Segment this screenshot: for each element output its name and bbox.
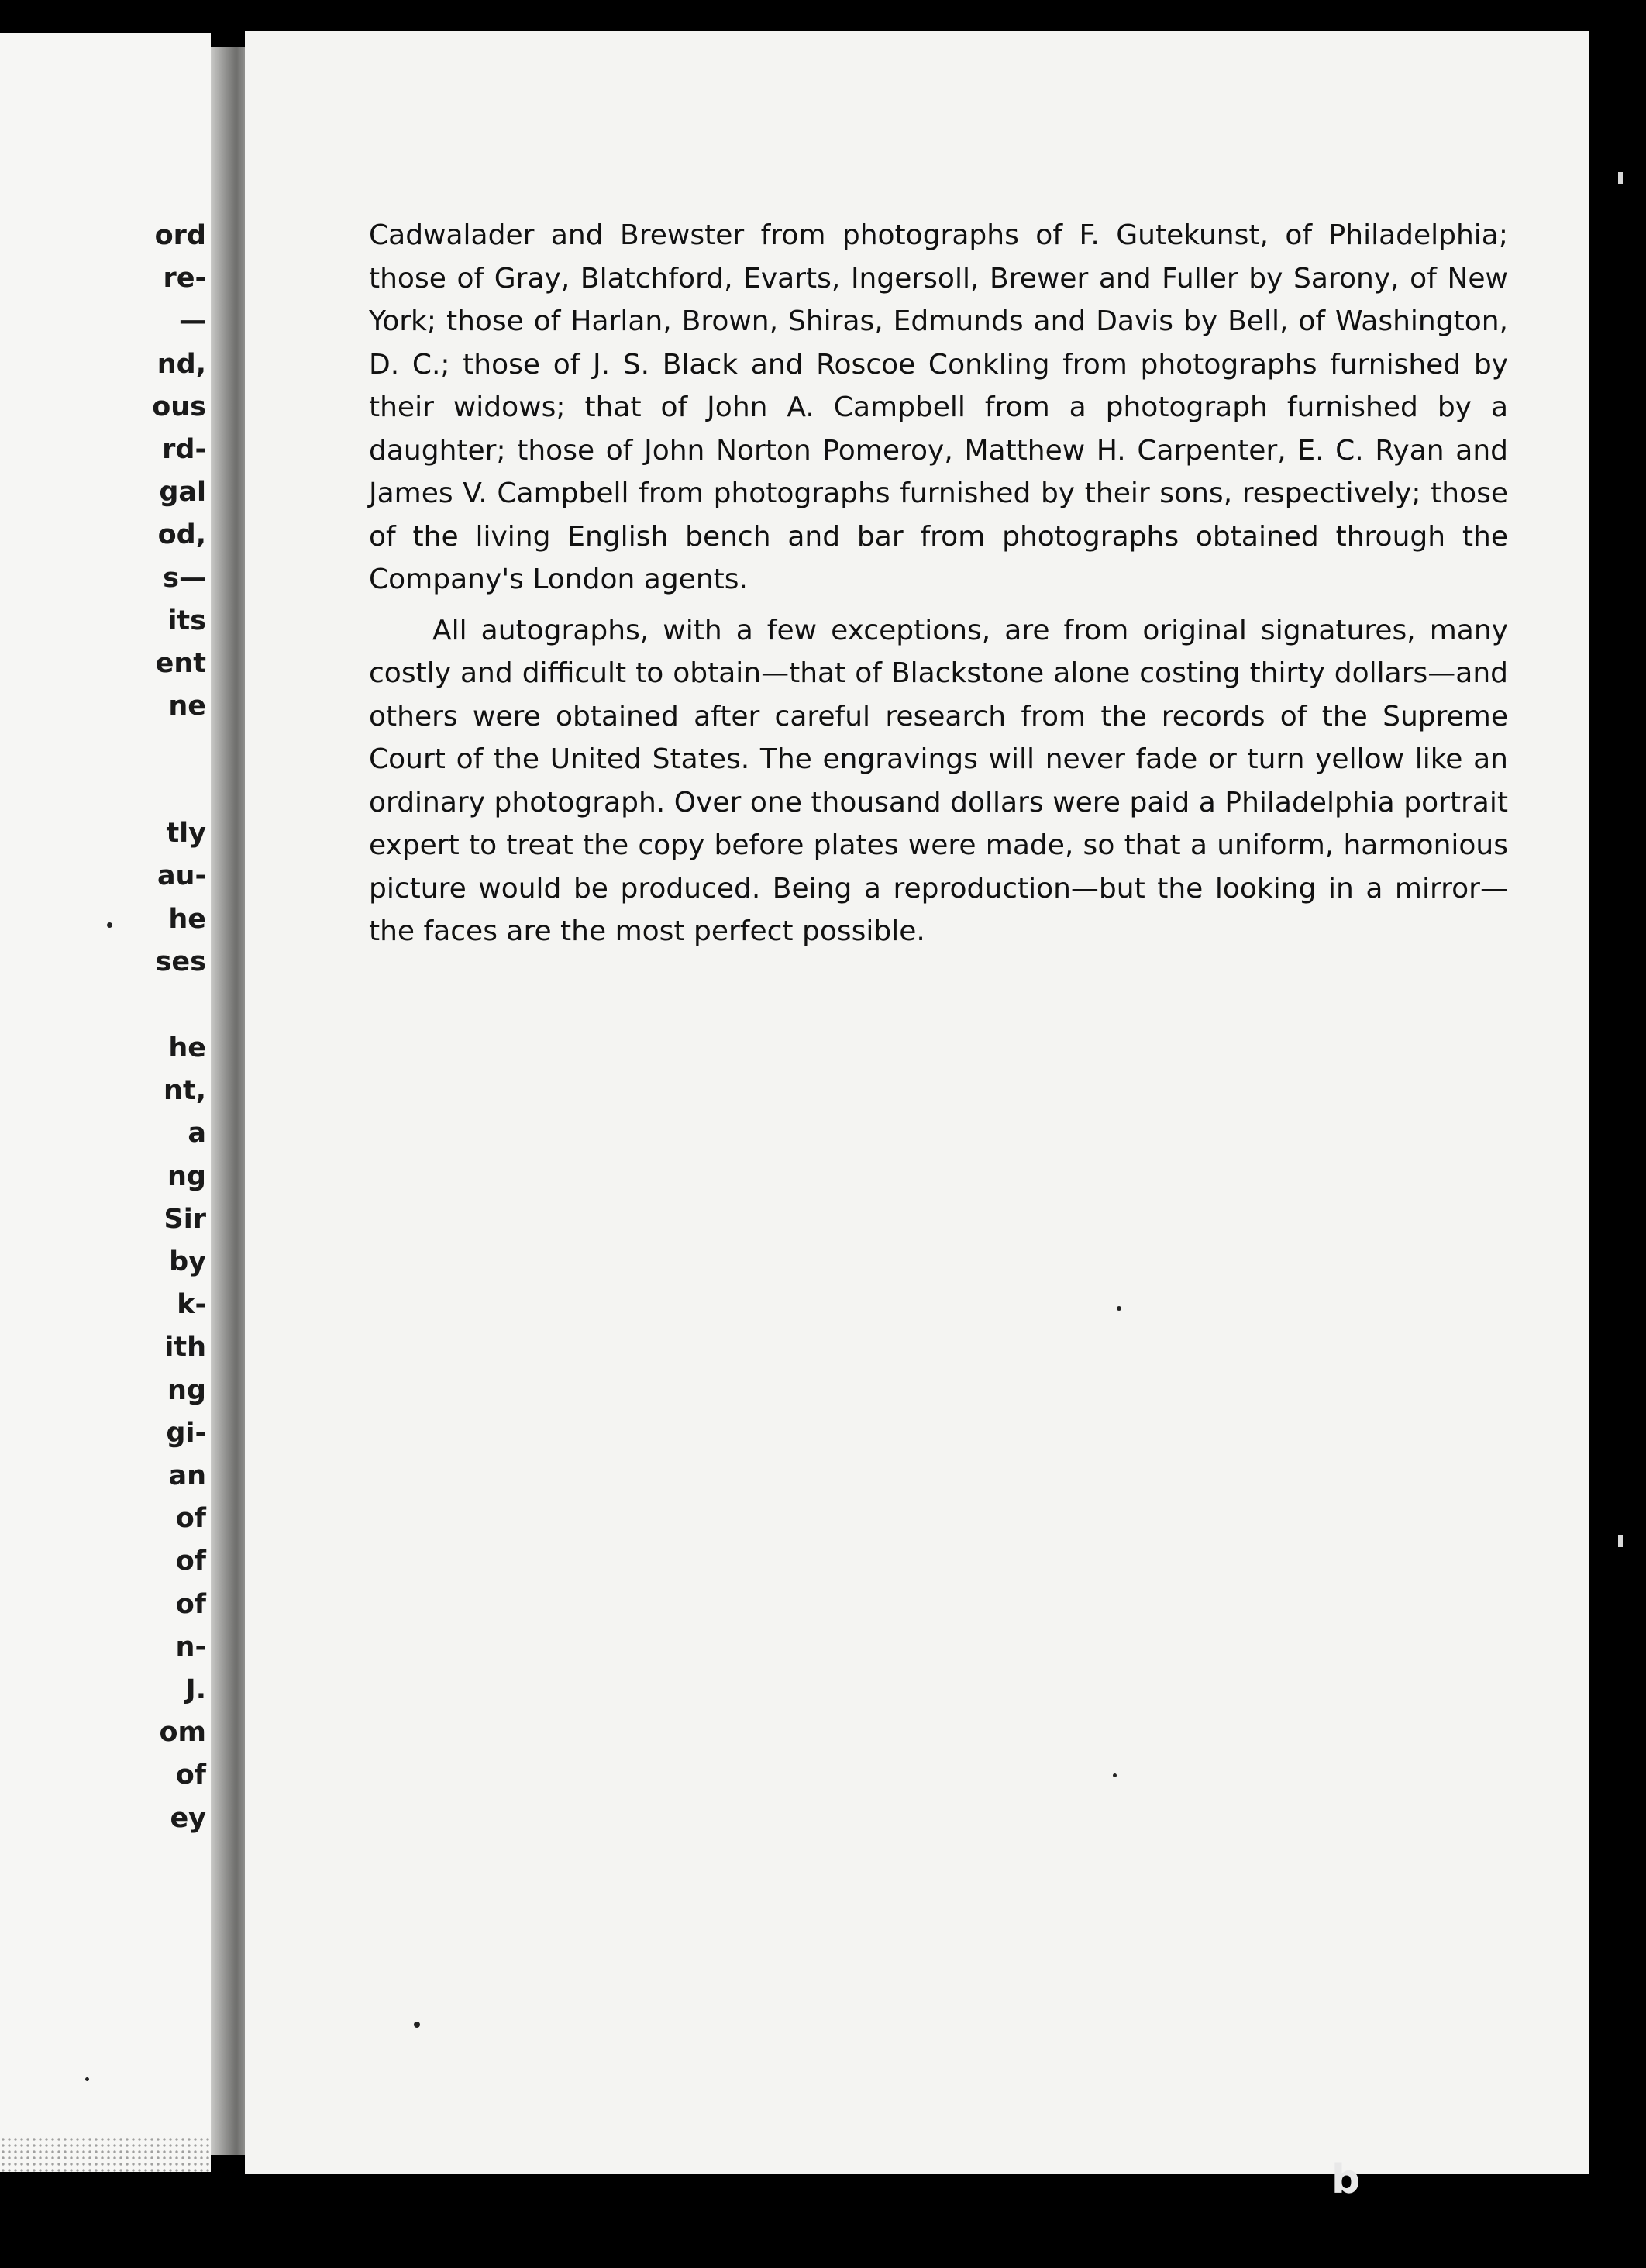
- left-fragment-line: ord: [154, 220, 206, 251]
- left-fragment-line: ng: [167, 1161, 206, 1192]
- left-fragment-line: ey: [170, 1803, 206, 1834]
- ink-speck: [1113, 1773, 1117, 1777]
- halftone-strip: [0, 2136, 211, 2172]
- left-fragment-line: ent: [155, 648, 206, 679]
- left-fragment-line: om: [159, 1717, 206, 1748]
- left-fragment-line: gal: [159, 477, 206, 508]
- left-fragment-line: ng: [167, 1375, 206, 1406]
- edge-tick: [1618, 1535, 1623, 1547]
- left-fragment-line: nt,: [164, 1075, 206, 1106]
- left-fragment-line: Sir: [164, 1204, 206, 1235]
- left-fragment-line: of: [175, 1503, 206, 1534]
- ink-speck: [85, 2077, 89, 2081]
- left-fragment-line: ith: [164, 1332, 206, 1363]
- left-fragment-line: its: [167, 605, 206, 636]
- ink-speck: [107, 922, 112, 928]
- paragraph: All autographs, with a few exceptions, are from original signatures, many costly and difficult to obtain—that of Blackstone alone costing thirty dollars—and others were obtained after careful research from the records of the Supreme Court of the United States. The engravings will never fade or turn yellow like an ordinary photograph. Over one thousand dollars were paid a Philadelphia portrait expert to treat the copy before plates were made, so that a uniform, harmonious picture would be produced. Being a reproduction—but the looking in a mirror—the faces are the most perfect possible.: [369, 614, 1508, 947]
- left-fragment-line: nd,: [157, 349, 206, 380]
- film-edge: [1615, 0, 1646, 2268]
- left-fragment-line: an: [168, 1460, 206, 1491]
- left-fragment-line: —: [179, 305, 206, 336]
- left-fragment-line: by: [169, 1246, 206, 1277]
- left-fragment-line: of: [175, 1589, 206, 1620]
- left-fragment-line: of: [175, 1760, 206, 1791]
- left-fragment-line: ses: [155, 946, 206, 977]
- left-fragment-line: tly: [166, 818, 206, 849]
- left-fragment-line: J.: [185, 1674, 206, 1705]
- body-text: [369, 214, 1508, 953]
- main-page: [245, 31, 1589, 2174]
- left-fragment-line: he: [168, 1032, 206, 1063]
- left-fragment-line: s—: [163, 563, 206, 594]
- left-fragment-line: od,: [157, 519, 206, 550]
- left-fragment-line: of: [175, 1546, 206, 1577]
- left-fragment-line: he: [168, 904, 206, 935]
- left-fragment-line: rd-: [162, 434, 206, 465]
- ink-speck: [1117, 1306, 1121, 1311]
- left-fragment-line: n-: [175, 1632, 206, 1663]
- left-page-edge: [0, 33, 211, 2172]
- left-fragment-line: k-: [177, 1289, 206, 1320]
- left-fragment-line: re-: [163, 263, 206, 294]
- left-fragment-line: gi-: [166, 1418, 206, 1449]
- left-fragment-line: ous: [152, 391, 206, 422]
- left-fragment-line: a: [188, 1118, 206, 1149]
- left-fragment-line: au-: [157, 860, 206, 891]
- paragraph: Cadwalader and Brewster from photographs of F. Gutekunst, of Philadelphia; those of Gray, Blatchford, Evarts, Ingersoll, Brewer and Fuller by Sarony, of New York; those of Harlan, Brown, Shiras, Edmunds and Davis by Bell, of Washington, D. C.; those of J. S. Black and Roscoe Conkling from photographs furnished by their widows; that of John A. Campbell from a photograph furnished by a daughter; those of John Norton Pomeroy, Matthew H. Carpenter, E. C. Ryan and James V. Campbell from photographs furnished by their sons, respectively; those of the living English bench and bar from photographs obtained through the Company's London agents.: [369, 219, 1508, 595]
- ink-speck: [414, 2022, 420, 2028]
- scan-edge-mark: b: [1331, 2156, 1361, 2203]
- edge-tick: [1618, 172, 1623, 184]
- left-fragment-line: ne: [168, 691, 206, 722]
